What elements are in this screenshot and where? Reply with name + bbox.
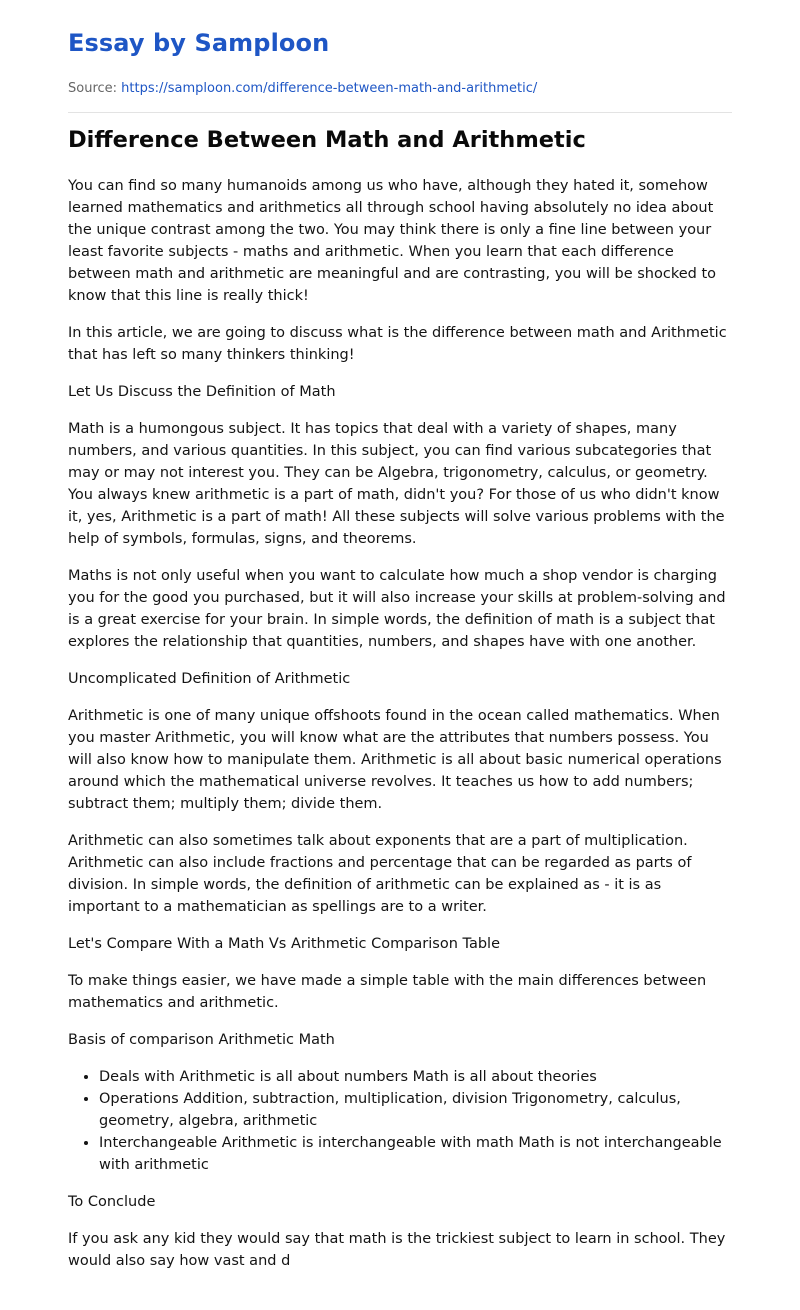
- page-title: Difference Between Math and Arithmetic: [68, 127, 586, 153]
- intro-paragraph: You can find so many humanoids among us who have, although they hated it, somehow learned mathematics and arithmetics all through school having absolutely no idea about the unique contrast among the two. You may think there is only a fine line between your least favorite subjects - maths and arithmetic. When you learn that each difference between math and arithmetic are meaningful and are contrasting, you will be shocked to know that this line is really thick!: [68, 178, 717, 304]
- comparison-table-header: Basis of comparison Arithmetic Math: [68, 1032, 335, 1048]
- site-brand: Essay by Samploon: [68, 29, 330, 57]
- math-definition-paragraph: Math is a humongous subject. It has topics that deal with a variety of shapes, many numbers, and various quantities. In this subject, you can find various subcategories that may or may not interest you. They can be Algebra, trigonometry, calculus, or geometry. You always knew arithmetic is a part of math, didn't you? For those of us who didn't know it, yes, Arithmetic is a part of math! All these subjects will solve various problems with the help of symbols, formulas, signs, and theorems.: [68, 421, 725, 547]
- math-usefulness-paragraph: Maths is not only useful when you want to calculate how much a shop vendor is charging you for the good you purchased, but it will also increase your skills at problem-solving and is a great exercise for your brain. In simple words, the definition of math is a subject that explores the relationship that quantities, numbers, and shapes have with one another.: [68, 568, 726, 650]
- math-definition-heading: Let Us Discuss the Definition of Math: [68, 384, 336, 400]
- conclusion-heading: To Conclude: [68, 1194, 156, 1210]
- list-item: • Interchangeable Arithmetic is interchangeable with math Math is not interchangeable with arithmetic: [99, 1132, 732, 1176]
- comparison-heading: Let's Compare With a Math Vs Arithmetic Comparison Table: [68, 936, 500, 952]
- arithmetic-scope-paragraph: Arithmetic can also sometimes talk about exponents that are a part of multiplication. Arithmetic can also include fractions and percentage that can be regarded as parts of division. In simple words, the definition of arithmetic can be explained as - it is as important to a mathematician as spellings are to a writer.: [68, 833, 692, 915]
- list-item: • Operations Addition, subtraction, multiplication, division Trigonometry, calculus, geometry, algebra, arithmetic: [99, 1088, 732, 1132]
- source-label: Source:: [68, 81, 118, 96]
- comparison-intro-paragraph: To make things easier, we have made a simple table with the main differences between mathematics and arithmetic.: [68, 973, 707, 1011]
- comparison-list: [68, 1066, 732, 1176]
- conclusion-paragraph: If you ask any kid they would say that math is the trickiest subject to learn in school. They would also say how vast and d: [68, 1231, 726, 1269]
- article-purpose-paragraph: In this article, we are going to discuss what is the difference between math and Arithmetic that has left so many thinkers thinking!: [68, 325, 727, 363]
- arithmetic-definition-paragraph: Arithmetic is one of many unique offshoots found in the ocean called mathematics. When you master Arithmetic, you will know what are the attributes that numbers possess. You will also know how to manipulate them. Arithmetic is all about basic numerical operations around which the mathematical universe revolves. It teaches us how to add numbers; subtract them; multiply them; divide them.: [68, 708, 722, 812]
- source-line: [68, 80, 732, 113]
- list-item: • Deals with Arithmetic is all about numbers Math is all about theories: [99, 1066, 732, 1088]
- source-link[interactable]: https://samploon.com/difference-between-math-and-arithmetic/: [121, 81, 538, 96]
- arithmetic-definition-heading: Uncomplicated Definition of Arithmetic: [68, 671, 351, 687]
